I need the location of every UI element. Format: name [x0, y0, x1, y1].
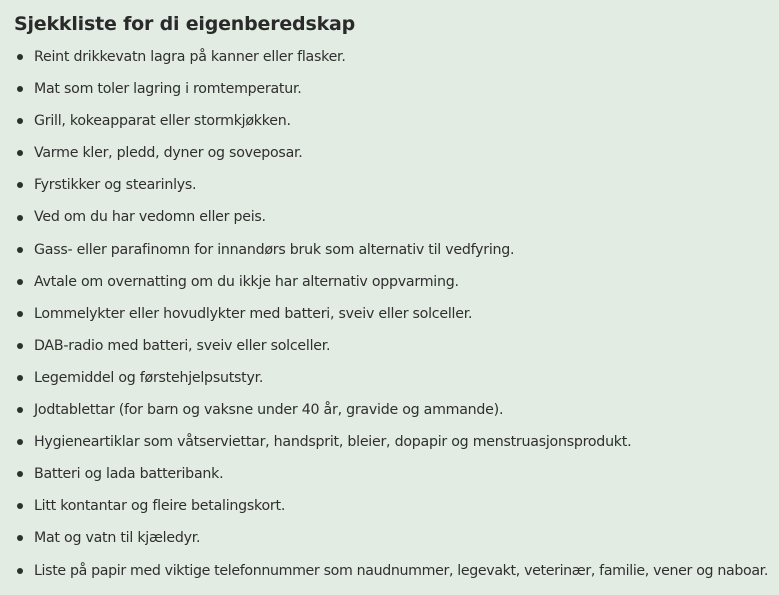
checklist-item-text: Litt kontantar og fleire betalingskort.	[34, 498, 286, 515]
checklist-item-text: Varme kler, pledd, dyner og soveposar.	[34, 145, 303, 162]
bullet-icon	[17, 375, 23, 381]
checklist-item-text: DAB-radio med batteri, sveiv eller solceller.	[34, 337, 331, 354]
bullet-icon	[17, 311, 23, 317]
checklist-item-text: Mat og vatn til kjæledyr.	[34, 530, 201, 547]
checklist-item-text: Hygieneartiklar som våtserviettar, handsprit, bleier, dopapir og menstruasjonsprodukt.	[34, 434, 632, 451]
checklist-item-text: Avtale om overnatting om du ikkje har alternativ oppvarming.	[34, 273, 459, 290]
checklist-item	[14, 458, 769, 490]
checklist-item-text: Grill, kokeapparat eller stormkjøkken.	[34, 113, 291, 130]
bullet-icon	[17, 568, 23, 574]
bullet-icon	[17, 247, 23, 253]
checklist-item	[14, 201, 769, 233]
checklist-item	[14, 234, 769, 266]
checklist-item-text: Reint drikkevatn lagra på kanner eller flasker.	[34, 49, 346, 65]
checklist-item-text: Gass- eller parafinomn for innandørs bruk som alternativ til vedfyring.	[34, 241, 515, 258]
checklist-item-text: Liste på papir med viktige telefonnummer som naudnummer, legevakt, veterinær, familie, vener og naboar.	[34, 562, 769, 579]
checklist-item	[14, 137, 769, 169]
checklist-item-text: Mat som toler lagring i romtemperatur.	[34, 81, 302, 98]
bullet-icon	[17, 503, 23, 509]
checklist-title: Sjekkliste for di eigenberedskap	[14, 13, 356, 35]
checklist-item	[14, 426, 769, 458]
checklist-item-text: Fyrstikker og stearinlys.	[34, 177, 197, 194]
checklist-item	[14, 362, 769, 394]
bullet-icon	[17, 215, 23, 221]
bullet-icon	[17, 86, 23, 92]
bullet-icon	[17, 150, 23, 156]
checklist-item	[14, 41, 769, 73]
checklist-item-text: Lommelykter eller hovudlykter med batteri, sveiv eller solceller.	[34, 305, 473, 322]
bullet-icon	[17, 343, 23, 349]
bullet-icon	[17, 407, 23, 413]
checklist-item-text: Legemiddel og førstehjelpsutstyr.	[34, 369, 264, 386]
checklist-item-text: Jodtablettar (for barn og vaksne under 40 år, gravide og ammande).	[34, 402, 504, 419]
bullet-icon	[17, 535, 23, 541]
checklist-item	[14, 394, 769, 426]
checklist-item	[14, 73, 769, 105]
bullet-icon	[17, 471, 23, 477]
checklist-item	[14, 490, 769, 522]
checklist-item	[14, 522, 769, 554]
checklist-item	[14, 169, 769, 201]
checklist-item	[14, 330, 769, 362]
checklist-item-text: Ved om du har vedomn eller peis.	[34, 209, 266, 226]
bullet-icon	[17, 439, 23, 445]
bullet-icon	[17, 118, 23, 124]
bullet-icon	[17, 182, 23, 188]
checklist-item	[14, 298, 769, 330]
checklist-item	[14, 266, 769, 298]
bullet-icon	[17, 54, 23, 60]
checklist-item	[14, 555, 769, 587]
checklist-item	[14, 105, 769, 137]
checklist	[14, 41, 769, 587]
bullet-icon	[17, 279, 23, 285]
checklist-item-text: Batteri og lada batteribank.	[34, 466, 224, 483]
